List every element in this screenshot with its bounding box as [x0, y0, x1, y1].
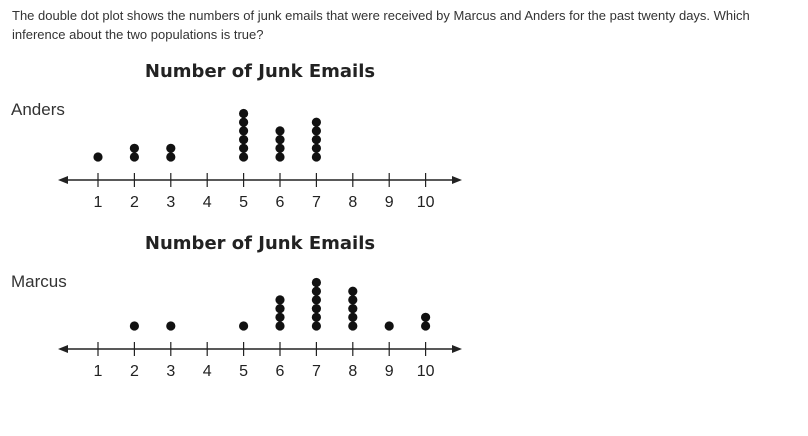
anders-tick-label-8: 8: [348, 194, 358, 211]
marcus-dots: [130, 278, 430, 331]
marcus-tick-label-3: 3: [166, 363, 176, 380]
anders-dot-6-1: [275, 152, 284, 161]
marcus-row-label: Marcus: [11, 272, 67, 291]
marcus-dot-5-1: [239, 321, 248, 330]
anders-dot-7-3: [312, 135, 321, 144]
marcus-dot-9-1: [385, 321, 394, 330]
anders-plot-title: Number of Junk Emails: [144, 61, 376, 82]
anders-dot-5-3: [239, 135, 248, 144]
marcus-dot-10-1: [421, 321, 430, 330]
marcus-dot-7-2: [312, 313, 321, 322]
anders-dot-5-6: [239, 109, 248, 118]
marcus-dot-6-2: [275, 313, 284, 322]
anders-dot-5-1: [239, 152, 248, 161]
anders-tick-label-9: 9: [384, 194, 394, 211]
anders-dot-7-1: [312, 152, 321, 161]
marcus-dot-7-3: [312, 304, 321, 313]
marcus-dot-7-1: [312, 321, 321, 330]
marcus-tick-label-6: 6: [275, 363, 285, 380]
anders-axis-right-arrow: [452, 176, 462, 184]
anders-axis-left-arrow: [58, 176, 68, 184]
marcus-dot-8-1: [348, 321, 357, 330]
anders-dot-7-5: [312, 118, 321, 127]
anders-dot-5-5: [239, 118, 248, 127]
anders-tick-label-1: 1: [93, 194, 103, 211]
marcus-dot-2-1: [130, 321, 139, 330]
marcus-dot-plot: [11, 233, 462, 380]
marcus-tick-label-1: 1: [93, 363, 103, 380]
marcus-dot-6-4: [275, 295, 284, 304]
marcus-dot-10-2: [421, 313, 430, 322]
marcus-dot-8-2: [348, 313, 357, 322]
marcus-plot-title: Number of Junk Emails: [144, 233, 376, 254]
marcus-axis-right-arrow: [452, 345, 462, 353]
marcus-dot-8-4: [348, 295, 357, 304]
anders-dot-6-2: [275, 144, 284, 153]
anders-number-line: [58, 176, 462, 184]
anders-dots: [93, 109, 321, 162]
anders-dot-1-1: [93, 152, 102, 161]
marcus-tick-label-5: 5: [239, 363, 249, 380]
anders-dot-2-2: [130, 144, 139, 153]
anders-dot-6-3: [275, 135, 284, 144]
question-text: The double dot plot shows the numbers of junk emails that were received by Marcus and Anders for the past twenty days. Which inference about the two populations is true?: [12, 8, 750, 42]
anders-tick-label-5: 5: [239, 194, 249, 211]
marcus-dot-8-5: [348, 287, 357, 296]
marcus-tick-label-4: 4: [202, 363, 212, 380]
marcus-tick-label-8: 8: [348, 363, 358, 380]
marcus-tick-label-7: 7: [311, 363, 321, 380]
anders-row-label: Anders: [11, 100, 65, 119]
anders-ticks: [94, 173, 435, 211]
marcus-ticks: [94, 342, 435, 380]
anders-dot-5-4: [239, 126, 248, 135]
anders-tick-label-2: 2: [129, 194, 139, 211]
anders-dot-3-2: [166, 144, 175, 153]
anders-tick-label-7: 7: [311, 194, 321, 211]
marcus-dot-3-1: [166, 321, 175, 330]
anders-dot-5-2: [239, 144, 248, 153]
anders-tick-label-4: 4: [202, 194, 212, 211]
anders-dot-3-1: [166, 152, 175, 161]
anders-dot-7-2: [312, 144, 321, 153]
marcus-dot-6-1: [275, 321, 284, 330]
marcus-dot-6-3: [275, 304, 284, 313]
marcus-axis-left-arrow: [58, 345, 68, 353]
anders-dot-6-4: [275, 126, 284, 135]
marcus-tick-label-10: 10: [416, 363, 435, 380]
marcus-dot-8-3: [348, 304, 357, 313]
anders-dot-2-1: [130, 152, 139, 161]
marcus-tick-label-2: 2: [129, 363, 139, 380]
marcus-number-line: [58, 345, 462, 353]
anders-tick-label-3: 3: [166, 194, 176, 211]
marcus-dot-7-5: [312, 287, 321, 296]
marcus-tick-label-9: 9: [384, 363, 394, 380]
anders-tick-label-10: 10: [416, 194, 435, 211]
anders-dot-7-4: [312, 126, 321, 135]
marcus-dot-7-6: [312, 278, 321, 287]
anders-tick-label-6: 6: [275, 194, 285, 211]
marcus-dot-7-4: [312, 295, 321, 304]
anders-dot-plot: [11, 61, 462, 211]
